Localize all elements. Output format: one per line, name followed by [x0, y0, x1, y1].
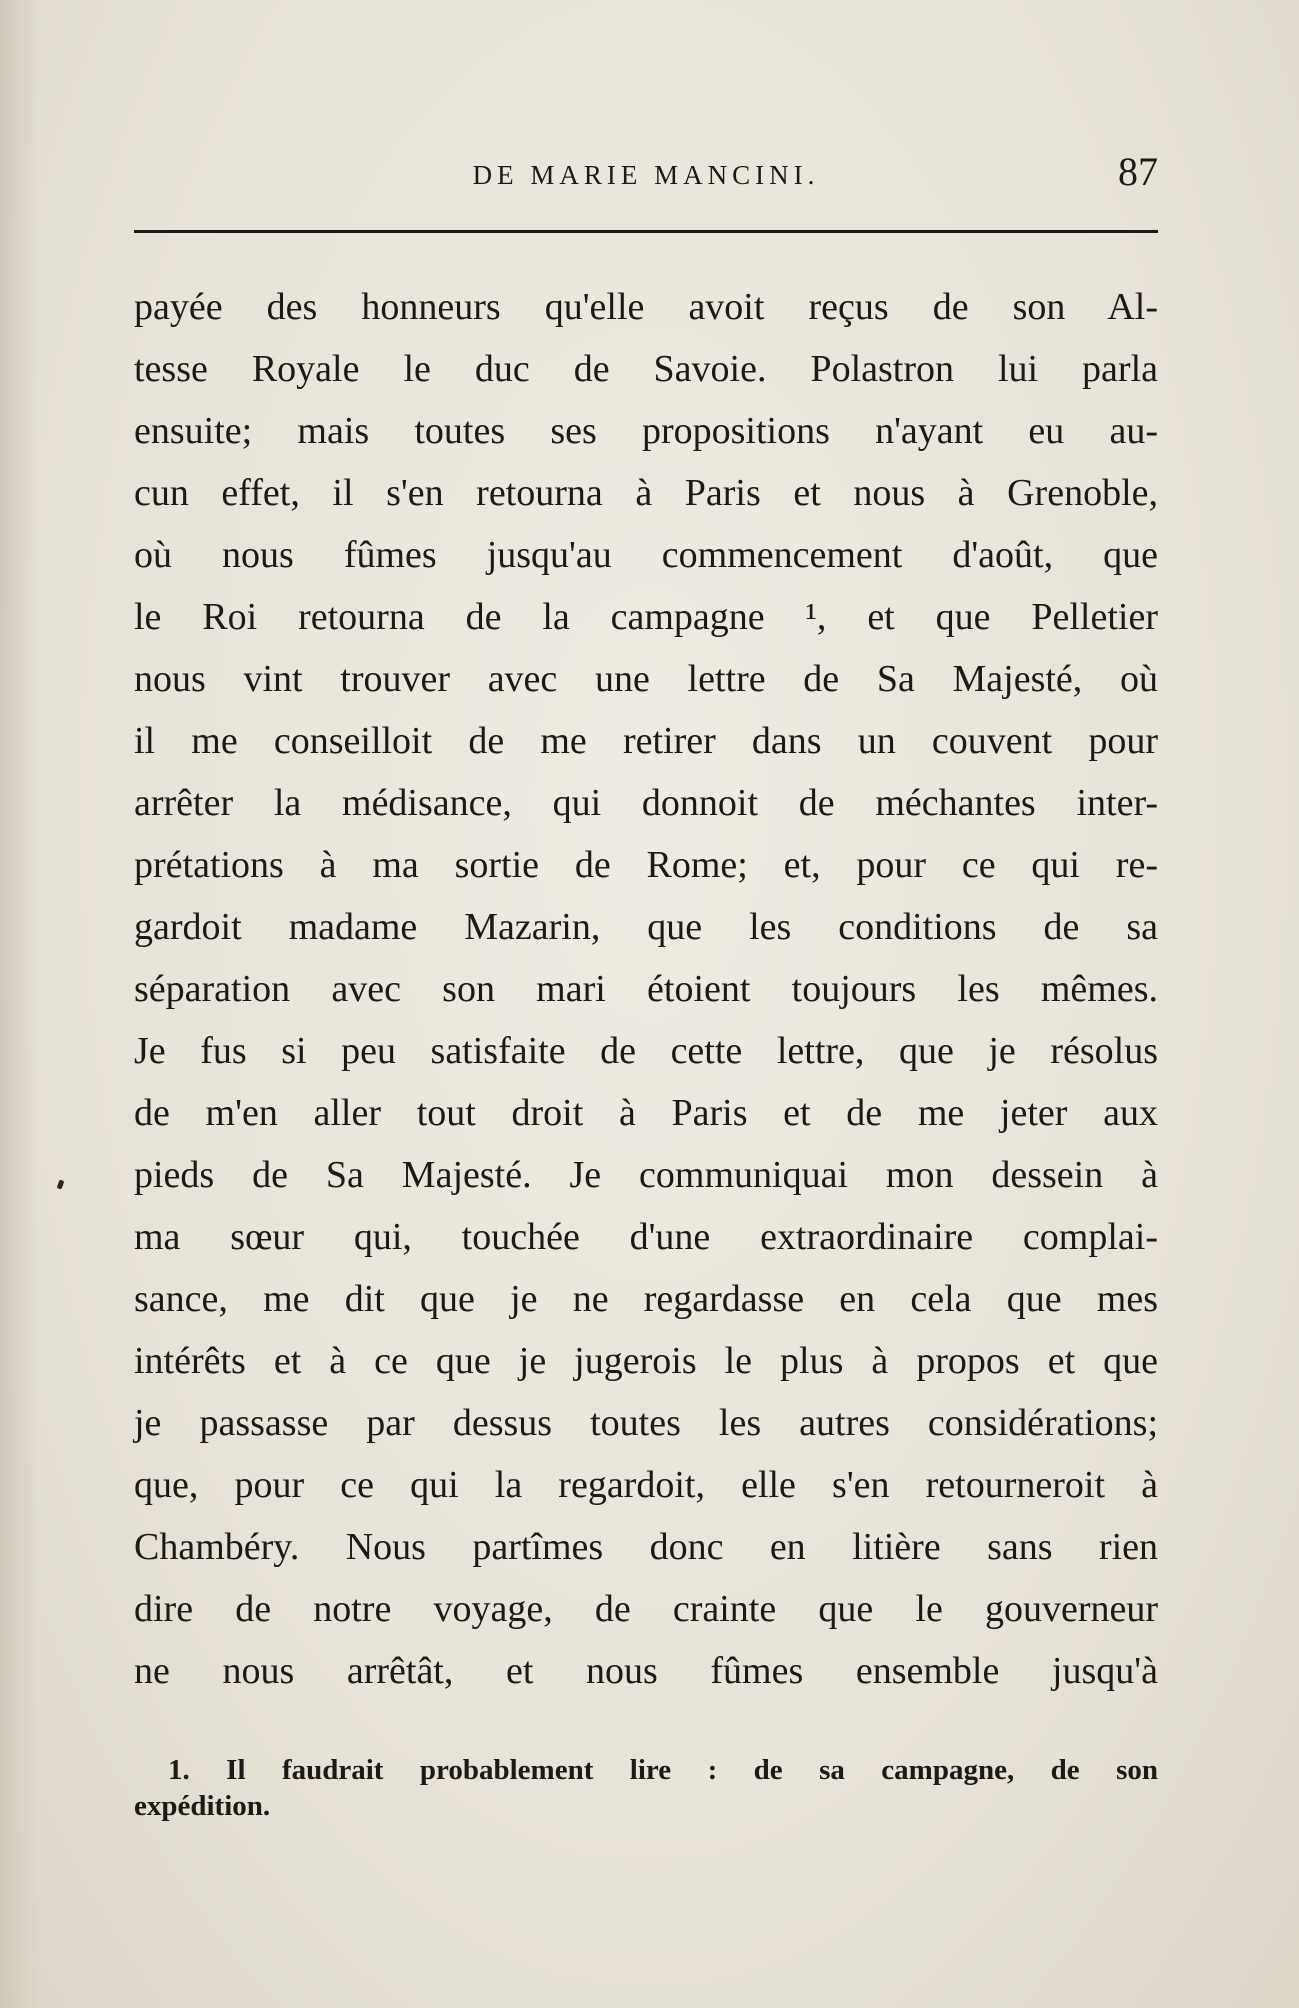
text-line: tesse Royale le duc de Savoie. Polastron lui parla	[134, 348, 1158, 390]
text-line: cun effet, il s'en retourna à Paris et nous à Grenoble,	[134, 472, 1158, 514]
text-line: que, pour ce qui la regardoit, elle s'en retourneroit à	[134, 1464, 1158, 1506]
text-line: de m'en aller tout droit à Paris et de me jeter aux	[134, 1092, 1158, 1134]
text-line: pieds de Sa Majesté. Je communiquai mon dessein à	[134, 1154, 1158, 1196]
page-number: 87	[1118, 149, 1158, 194]
footnote-line: expédition.	[134, 1790, 271, 1822]
text-line: ensuite; mais toutes ses propositions n'ayant eu au-	[134, 410, 1158, 452]
text-line: il me conseilloit de me retirer dans un couvent pour	[134, 720, 1158, 762]
page-header	[134, 148, 1158, 208]
body-text	[134, 276, 1158, 1702]
text-line: Je fus si peu satisfaite de cette lettre, que je résolus	[134, 1030, 1158, 1072]
text-line: ma sœur qui, touchée d'une extraordinaire complai-	[134, 1216, 1158, 1258]
text-line: je passasse par dessus toutes les autres considérations;	[134, 1402, 1158, 1444]
text-line: payée des honneurs qu'elle avoit reçus de son Al-	[134, 286, 1158, 328]
header-rule	[134, 230, 1158, 233]
footnote	[134, 1752, 1158, 1824]
text-line: sance, me dit que je ne regardasse en cela que mes	[134, 1278, 1158, 1320]
text-line: dire de notre voyage, de crainte que le gouverneur	[134, 1588, 1158, 1630]
text-line: arrêter la médisance, qui donnoit de méchantes inter-	[134, 782, 1158, 824]
text-line: nous vint trouver avec une lettre de Sa Majesté, où	[134, 658, 1158, 700]
margin-mark	[57, 1179, 65, 1189]
text-line: intérêts et à ce que je jugerois le plus à propos et que	[134, 1340, 1158, 1382]
gutter-shadow	[0, 0, 38, 2008]
text-line: séparation avec son mari étoient toujours les mêmes.	[134, 968, 1158, 1010]
running-title: DE MARIE MANCINI.	[472, 160, 820, 190]
text-line: gardoit madame Mazarin, que les conditions de sa	[134, 906, 1158, 948]
footnote-line: 1. Il faudrait probablement lire : de sa campagne, de son	[168, 1754, 1158, 1786]
text-line: le Roi retourna de la campagne ¹, et que Pelletier	[134, 596, 1158, 638]
text-line: où nous fûmes jusqu'au commencement d'août, que	[134, 534, 1158, 576]
text-line: ne nous arrêtât, et nous fûmes ensemble jusqu'à	[134, 1650, 1158, 1692]
text-line: Chambéry. Nous partîmes donc en litière sans rien	[134, 1526, 1158, 1568]
text-line: prétations à ma sortie de Rome; et, pour ce qui re-	[134, 844, 1158, 886]
